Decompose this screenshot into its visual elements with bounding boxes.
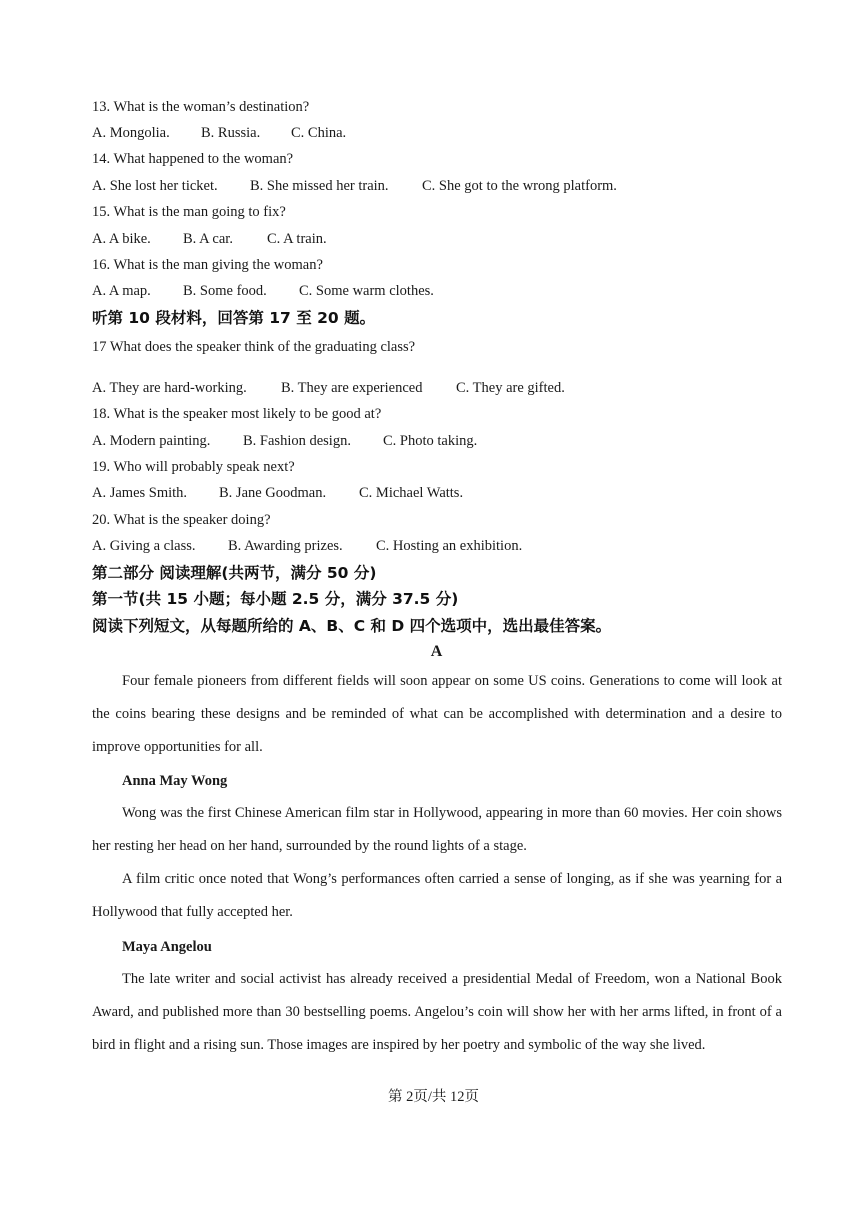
question-13: 13. What is the woman’s destination? xyxy=(92,99,310,115)
option-b: B. She missed her train. xyxy=(250,178,389,194)
question-17-options xyxy=(92,379,565,397)
angelou-paragraph-1: The late writer and social activist has already received a presidential Medal of Freedom, won a National Book Award, and published more than 30 bestselling poems. Angelou’s coin will show her with her arms lifted, in front of a bird in flight and a rising sun. Those images are inspired by her poetry and symbolic of the way she lived. xyxy=(92,971,782,1053)
option-c: C. They are gifted. xyxy=(456,380,565,396)
question-18-options xyxy=(92,432,477,450)
section-10-heading: 听第 10 段材料，回答第 17 至 20 题。 xyxy=(92,309,376,327)
option-a: A. Modern painting. xyxy=(92,433,211,449)
option-a: A. A bike. xyxy=(92,231,151,247)
option-c: C. China. xyxy=(291,125,347,141)
option-c: C. Hosting an exhibition. xyxy=(376,538,523,554)
question-19: 19. Who will probably speak next? xyxy=(92,459,295,475)
option-a: A. Giving a class. xyxy=(92,538,196,554)
question-20-options xyxy=(92,537,522,555)
option-a: A. A map. xyxy=(92,283,151,299)
option-c: C. Photo taking. xyxy=(383,433,478,449)
question-17: 17 What does the speaker think of the graduating class? xyxy=(92,339,416,355)
passage-title: A xyxy=(430,643,443,660)
option-a: A. James Smith. xyxy=(92,485,188,501)
passage-intro: Four female pioneers from different fields will soon appear on some US coins. Generations to come will look at the coins bearing these designs and be reminded of what can be accomplished with determination and a desire to improve opportunities for all. xyxy=(92,673,782,755)
question-19-options xyxy=(92,484,463,502)
part-2-heading: 第二部分 阅读理解(共两节，满分 50 分) xyxy=(92,564,377,582)
question-14: 14. What happened to the woman? xyxy=(92,151,294,167)
option-b: B. They are experienced xyxy=(281,380,423,396)
question-14-options xyxy=(92,177,617,195)
option-a: A. Mongolia. xyxy=(92,125,170,141)
option-b: B. Some food. xyxy=(183,283,267,299)
question-13-options xyxy=(92,124,346,142)
reading-instruction: 阅读下列短文，从每题所给的 A、B、C 和 D 四个选项中，选出最佳答案。 xyxy=(92,617,612,635)
question-15: 15. What is the man going to fix? xyxy=(92,204,286,220)
section-1-heading: 第一节(共 15 小题；每小题 2.5 分，满分 37.5 分) xyxy=(92,590,459,608)
option-c: C. Some warm clothes. xyxy=(299,283,434,299)
option-b: B. Awarding prizes. xyxy=(228,538,343,554)
page-number: 第 2页/共 12页 xyxy=(387,1089,480,1105)
section-heading-wong: Anna May Wong xyxy=(122,773,228,789)
question-16-options xyxy=(92,282,434,300)
option-c: C. Michael Watts. xyxy=(359,485,464,501)
option-a: A. She lost her ticket. xyxy=(92,178,218,194)
question-18: 18. What is the speaker most likely to be good at? xyxy=(92,406,382,422)
question-15-options xyxy=(92,230,327,248)
section-heading-angelou: Maya Angelou xyxy=(122,939,212,955)
wong-paragraph-1: Wong was the first Chinese American film star in Hollywood, appearing in more than 60 movies. Her coin shows her resting her head on her hand, surrounded by the round lights of a stage. xyxy=(92,805,782,854)
option-b: B. A car. xyxy=(183,231,233,247)
option-c: C. She got to the wrong platform. xyxy=(422,178,617,194)
option-a: A. They are hard-working. xyxy=(92,380,247,396)
option-b: B. Fashion design. xyxy=(243,433,351,449)
question-20: 20. What is the speaker doing? xyxy=(92,512,271,528)
option-b: B. Jane Goodman. xyxy=(219,485,327,501)
question-16: 16. What is the man giving the woman? xyxy=(92,257,323,273)
option-c: C. A train. xyxy=(267,231,327,247)
option-b: B. Russia. xyxy=(201,125,261,141)
wong-paragraph-2: A film critic once noted that Wong’s performances often carried a sense of longing, as if she was yearning for a Hollywood that fully accepted her. xyxy=(92,871,782,920)
